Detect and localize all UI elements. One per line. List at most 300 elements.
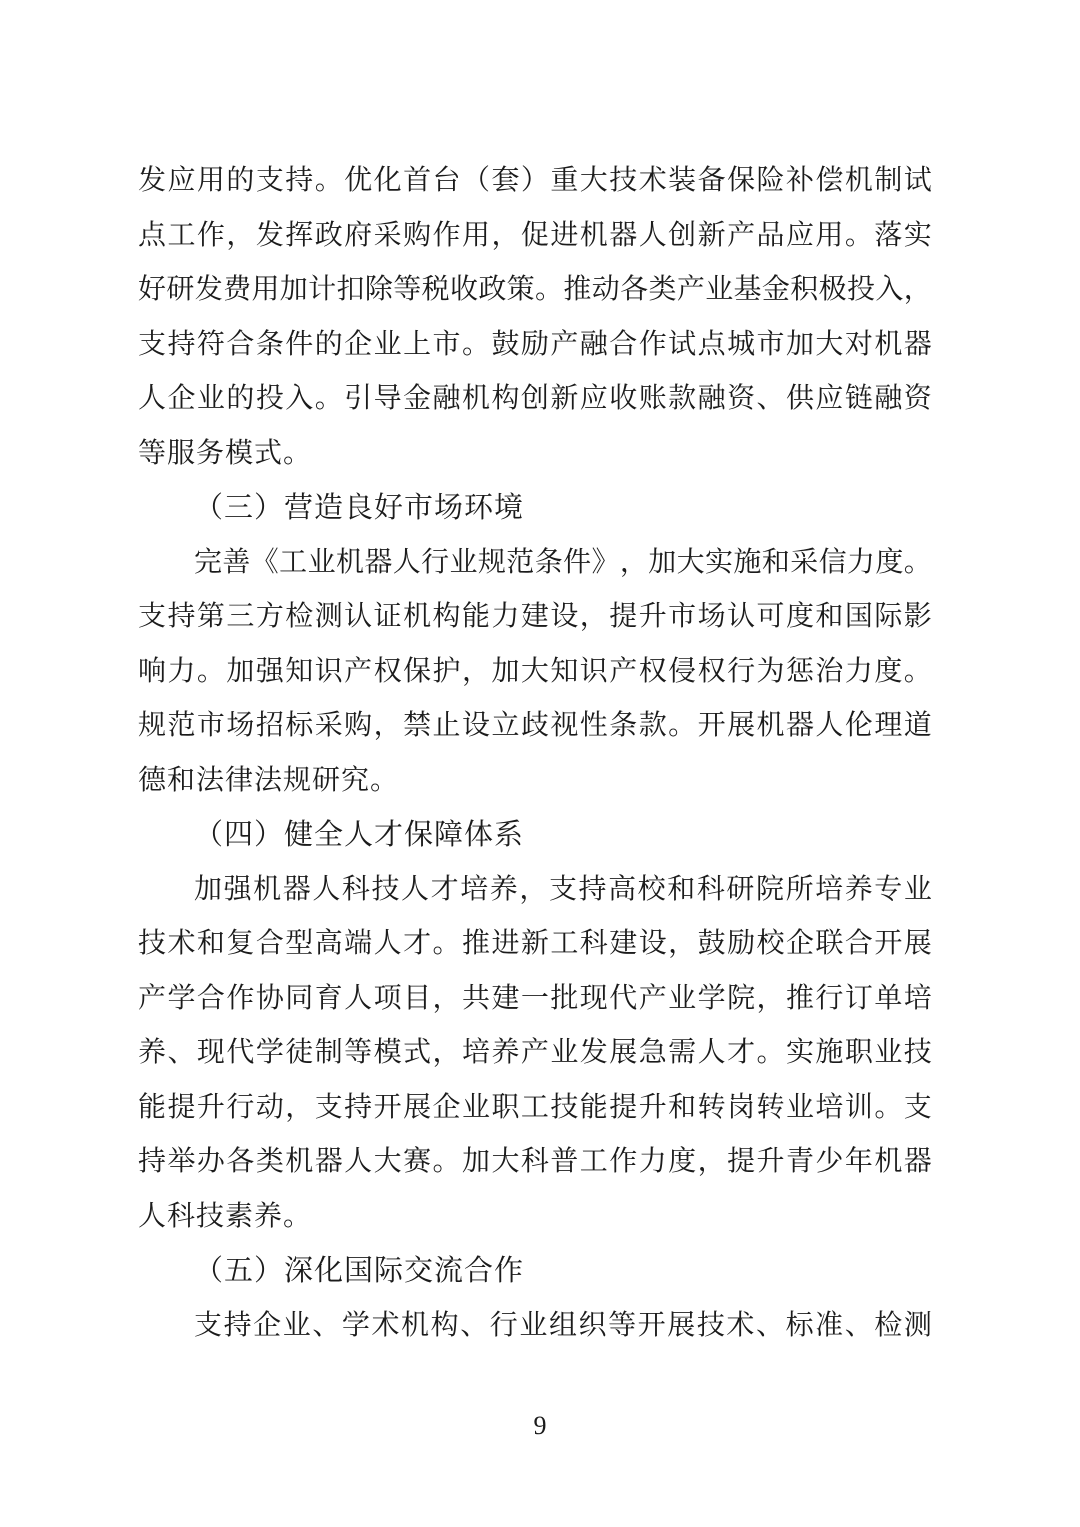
char: 工 [520,1091,549,1123]
char: 高 [314,928,343,959]
char: 采 [373,219,402,251]
char: 岗 [727,1091,756,1123]
char: 加 [226,655,255,687]
char: 器 [785,710,814,741]
section-heading: （三）营造良好市场环境 [194,492,525,524]
char: 检 [874,1309,903,1341]
char: 知 [285,655,314,687]
char: 权 [373,655,402,687]
char: 科 [579,928,608,959]
char: 机 [874,328,903,360]
char: 术 [371,1309,400,1341]
char: 持 [138,1146,167,1177]
char: 》 [591,546,620,578]
char: 。 [874,1091,903,1123]
char: 持 [223,1309,252,1341]
char: 信 [818,546,847,578]
char: 。 [314,165,343,196]
char: 产 [344,655,373,687]
char: 完 [194,546,223,578]
char: 用 [461,219,490,251]
char: 道 [903,710,932,741]
char: ， [519,873,548,905]
char: 强 [255,655,284,687]
char: 强 [223,873,252,905]
char: 人 [344,982,373,1014]
char: 工 [550,928,579,959]
char: 术 [167,928,196,959]
char: 代 [226,1037,255,1068]
char: 开 [874,928,903,959]
char: 。 [903,655,932,687]
char: 支 [314,1091,343,1123]
char: 惩 [785,655,814,687]
char: 和 [196,928,225,959]
char: 用 [815,219,844,251]
char: 企 [432,1091,461,1123]
char: 技 [550,1091,579,1123]
char: 业 [785,1091,814,1123]
char: 府 [344,219,373,251]
char: 融 [697,383,726,414]
text-line [138,372,932,427]
char: 业 [449,546,478,578]
char: 培 [815,873,844,905]
char: 识 [579,655,608,687]
char: 和 [815,601,844,632]
text-line [138,154,932,209]
text-line [138,318,932,373]
char: 和 [667,873,696,905]
char: 行 [489,1309,518,1341]
char: 单 [874,982,903,1014]
char: 展 [403,1091,432,1123]
char: 、 [167,1037,196,1068]
char: 制 [874,165,903,196]
char: 推 [563,274,592,305]
char: 力 [491,601,520,632]
char: 积 [790,274,819,305]
char: 投 [255,383,284,414]
char: 行 [421,546,450,578]
char: 重 [550,165,579,196]
char: 点 [138,219,167,251]
char: ， [491,219,520,251]
char: 联 [815,928,844,959]
char: 挥 [285,219,314,251]
text-line [138,863,932,918]
char: 偿 [815,165,844,196]
char: ， [619,546,648,578]
char: 资 [903,383,932,414]
text-line: 德和法律法规研究。 [138,764,400,796]
char: 高 [608,873,637,905]
char: 的 [226,165,255,196]
char: 型 [285,928,314,959]
char: 创 [668,219,697,251]
char: 院 [727,982,756,1014]
char: 开 [637,1309,666,1341]
char: 。 [903,546,932,578]
char: 产 [138,982,167,1014]
char: 校 [637,873,666,905]
char: 施 [733,546,762,578]
char: 学 [341,1309,370,1341]
char: 国 [844,601,873,632]
char: （ [461,165,490,196]
text-line [138,1081,932,1136]
char: 发 [194,274,223,305]
char: 大 [815,328,844,360]
char: 、 [844,1309,873,1341]
char: 培 [815,1091,844,1123]
char: 技 [371,873,400,905]
char: 和 [761,546,790,578]
char: 支 [138,328,167,360]
char: 产 [550,328,579,360]
char: 合 [196,982,225,1014]
char: 织 [578,1309,607,1341]
char: 大 [676,546,705,578]
char: 共 [461,982,490,1014]
char: 器 [282,873,311,905]
char: 需 [668,1037,697,1068]
char: 、 [312,1309,341,1341]
char: 可 [756,601,785,632]
char: 引 [344,383,373,414]
char: 对 [844,328,873,360]
char: 组 [548,1309,577,1341]
char: 升 [638,1091,667,1123]
char: 。 [461,328,490,360]
char: 持 [344,1091,373,1123]
char: 提 [609,601,638,632]
char: 养 [491,1037,520,1068]
char: ） [520,165,549,196]
text-line: 人科技素养。 [138,1200,313,1232]
char: 业 [705,274,734,305]
char: ， [579,601,608,632]
char: 险 [756,165,785,196]
char: 购 [403,219,432,251]
char: 青 [785,1146,814,1177]
char: 业 [668,982,697,1014]
char: 视 [550,710,579,741]
char: 创 [520,383,549,414]
char: 条 [609,710,638,741]
char: 所 [785,873,814,905]
char: 加 [491,655,520,687]
char: 动 [255,1091,284,1123]
char: 认 [344,601,373,632]
char: 用 [196,165,225,196]
char: 权 [697,655,726,687]
char: 升 [638,601,667,632]
char: 歧 [520,710,549,741]
char: 度 [785,601,814,632]
char: 一 [520,982,549,1014]
char: 条 [534,546,563,578]
char: 的 [226,383,255,414]
char: 符 [196,328,225,360]
char: 新 [520,928,549,959]
char: 标 [785,1309,814,1341]
char: 构 [430,1309,459,1341]
char: 目 [403,982,432,1014]
char: 为 [756,655,785,687]
char: 大 [520,655,549,687]
char: 展 [667,1309,696,1341]
char: 市 [668,601,697,632]
char: 院 [755,873,784,905]
char: 化 [373,165,402,196]
char: 市 [756,328,785,360]
char: 企 [344,328,373,360]
char: 。 [432,1146,461,1177]
char: 作 [432,219,461,251]
char: 行 [815,982,844,1014]
char: 市 [432,328,461,360]
section-heading: （五）深化国际交流合作 [194,1255,525,1287]
char: 除 [364,274,393,305]
char: 机 [874,1146,903,1177]
char: ， [373,710,402,741]
char: 研 [166,274,195,305]
char: 鼓 [491,328,520,360]
char: 转 [756,1091,785,1123]
char: 励 [520,328,549,360]
char: 职 [844,1037,873,1068]
char: 用 [251,274,280,305]
char: 《 [250,546,279,578]
char: 业 [550,1037,579,1068]
char: 响 [138,655,167,687]
char: 新 [550,383,579,414]
char: 转 [697,1091,726,1123]
char: 金 [403,383,432,414]
char: 实 [705,546,734,578]
char: 发 [138,165,167,196]
char: 科 [341,873,370,905]
char: 融 [432,383,461,414]
char: 职 [491,1091,520,1123]
char: 规 [138,710,167,741]
char: 专 [874,873,903,905]
char: 行 [727,655,756,687]
char: 融 [874,383,903,414]
char: 应 [815,383,844,414]
char: 升 [196,1091,225,1123]
char: 复 [226,928,255,959]
char: 应 [785,219,814,251]
text-line [138,972,932,1027]
char: 计 [308,274,337,305]
char: 工 [279,546,308,578]
char: 力 [638,1146,667,1177]
char: ， [432,1037,461,1068]
char: 协 [255,982,284,1014]
char: 首 [403,165,432,196]
char: 合 [226,328,255,360]
char: 政 [478,274,507,305]
char: 融 [579,328,608,360]
char: 器 [903,328,932,360]
document-body [138,154,932,1353]
char: 开 [373,1091,402,1123]
char: 发 [255,219,284,251]
char: 技 [609,165,638,196]
char: ， [432,982,461,1014]
char: 产 [676,274,705,305]
char: 业 [282,1309,311,1341]
char: 测 [314,601,343,632]
char: 场 [226,710,255,741]
char: 伦 [844,710,873,741]
char: 、 [756,383,785,414]
char: 作 [196,219,225,251]
char: 进 [491,928,520,959]
char: 产 [609,655,638,687]
char: 赛 [403,1146,432,1177]
char: 止 [432,710,461,741]
char: 工 [167,219,196,251]
char: 类 [255,1146,284,1177]
char: ， [226,219,255,251]
char: 治 [815,655,844,687]
char: 保 [403,655,432,687]
char: 持 [285,165,314,196]
char: 学 [697,982,726,1014]
char: 权 [638,655,667,687]
section-heading: （四）健全人才保障体系 [194,819,525,851]
char: 才 [727,1037,756,1068]
char: 度 [668,1146,697,1177]
char: 人 [392,546,421,578]
char: 机 [579,219,608,251]
char: 企 [167,383,196,414]
char: 作 [638,328,667,360]
char: 证 [373,601,402,632]
char: 支 [255,165,284,196]
char: 入 [875,274,904,305]
char: 上 [403,328,432,360]
char: 规 [477,546,506,578]
char: 供 [785,383,814,414]
char: 持 [167,328,196,360]
char: 项 [373,982,402,1014]
char: 校 [756,928,785,959]
char: 优 [344,165,373,196]
char: ， [285,1091,314,1123]
char: 器 [314,1146,343,1177]
char: 。 [844,219,873,251]
char: 准 [815,1309,844,1341]
char: 端 [344,928,373,959]
char: 力 [844,655,873,687]
char: 认 [727,601,756,632]
char: 。 [314,383,343,414]
char: 展 [903,928,932,959]
char: 范 [167,710,196,741]
char: 现 [579,982,608,1014]
char: 落 [874,219,903,251]
char: 际 [874,601,903,632]
char: 少 [815,1146,844,1177]
char: 类 [648,274,677,305]
char: 实 [903,219,932,251]
char: 、 [460,1309,489,1341]
char: 三 [226,601,255,632]
char: 标 [285,710,314,741]
char: 保 [727,165,756,196]
char: 机 [461,383,490,414]
char: 备 [697,165,726,196]
char: ， [461,655,490,687]
char: 术 [638,165,667,196]
char: 人 [638,219,667,251]
char: 极 [818,274,847,305]
char: 促 [520,219,549,251]
char: 施 [815,1037,844,1068]
char: 方 [255,601,284,632]
char: 试 [903,165,932,196]
char: 业 [874,1037,903,1068]
char: 业 [196,383,225,414]
char: 范 [506,546,535,578]
char: 现 [196,1037,225,1068]
char: 力 [167,655,196,687]
char: 产 [520,1037,549,1068]
char: 订 [844,982,873,1014]
char: 购 [344,710,373,741]
char: 技 [138,928,167,959]
char: 第 [196,601,225,632]
char: 人 [138,383,167,414]
char: 学 [255,1037,284,1068]
text-line [138,699,932,754]
char: 侵 [668,655,697,687]
char: 制 [314,1037,343,1068]
char: 政 [314,219,343,251]
char: 设 [638,928,667,959]
text-line [138,536,932,591]
char: 机 [253,873,282,905]
char: ， [756,982,785,1014]
char: 大 [373,1146,402,1177]
char: 支 [194,1309,223,1341]
char: 好 [138,274,167,305]
page-number: 9 [533,1411,547,1440]
char: 支 [138,601,167,632]
char: 、 [755,1309,784,1341]
char: 科 [520,1146,549,1177]
char: 禁 [403,710,432,741]
char: 链 [844,383,873,414]
char: 产 [727,219,756,251]
char: 。 [535,274,564,305]
char: 款 [638,710,667,741]
char: 展 [609,1037,638,1068]
char: 模 [373,1037,402,1068]
char: 加 [461,1146,490,1177]
char: 台 [432,165,461,196]
char: 。 [432,928,461,959]
char: 建 [491,982,520,1014]
char: 影 [903,601,932,632]
char: 点 [697,328,726,360]
char: 培 [460,873,489,905]
char: 动 [591,274,620,305]
